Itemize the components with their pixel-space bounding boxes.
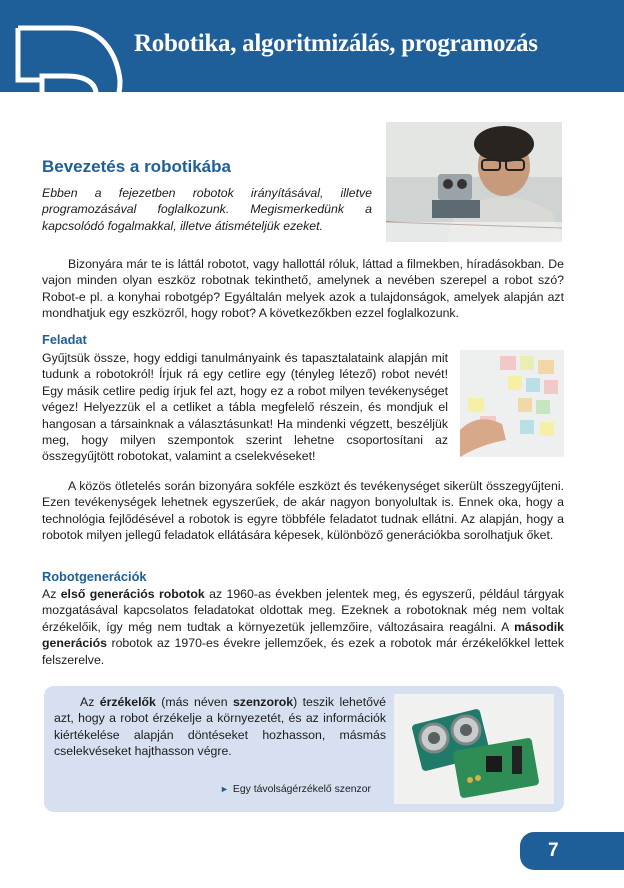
first-generation-term: első generációs robotok	[60, 587, 205, 601]
sensor-photo-caption: ► Egy távolságérzékelő szenzor	[220, 784, 371, 795]
second-generation-term: második generációs	[42, 619, 564, 651]
section-title: Bevezetés a robotikába	[42, 157, 231, 176]
sensor-synonym-term: szenzorok	[232, 695, 294, 709]
chapter-title: Robotika, algoritmizálás, programozás	[134, 30, 538, 57]
paragraph-brainstorm: A közös ötletelés során bizonyára sokféle eszközt és tevékenységet sikerült összegyűjteni. Ezen tevékenységek lehetnek egyszerűek, de akár nagyon bonyolultak is. Ennek oka, hogy a technológia fejlődésével a robotok is egyre többféle feladatot tudnak ellátni. Az alapján, hogy a robotok milyen jellegű feladatok ellátására képesek, különböző generációkba sorolhatjuk őket.	[42, 479, 564, 543]
caption-arrow-icon: ►	[220, 784, 229, 794]
page-number: 7	[548, 840, 559, 861]
chapter-letter-d	[8, 20, 128, 132]
robot-building-photo	[386, 122, 562, 242]
page-number-badge	[520, 832, 624, 870]
sticky-notes-photo	[460, 350, 564, 457]
generations-heading: Robotgenerációk	[42, 569, 147, 584]
paragraph-robots-intro: Bizonyára már te is láttál robotot, vagy hallottál róluk, láttad a filmekben, híradásokban. De vajon minden olyan eszköz robotnak tekinthető, amelynek a nevében szerepel a robot szó? Robot-e pl. a konyhai robotgép? Egyáltalán melyek azok a tulajdonságok, amelyek alapján azt mondhatjuk egy eszközről, hogy robot? A következőkben ezzel foglalkozunk.	[42, 257, 564, 321]
generations-paragraph: Az első generációs robotok az 1960-as években jelentek meg, és egyszerű, például tárgyak mozgatásával kapcsolatos feladatokat oldottak meg. Ezeknek a robotoknak még nem voltak érzékelőik, így még nem tudtak a környezetük jellemzőire, változásaira reagálni. A második generációs robotok az 1970-es évekre jellemzőek, és ezek a robotok már érzékelőkkel lettek felszerelve.	[42, 587, 564, 667]
task-heading: Feladat	[42, 332, 87, 347]
sensor-term: érzékelők	[99, 695, 156, 709]
intro-paragraph: Ebben a fejezetben robotok irányításával, illetve programozásával foglalkozunk. Megismerkedünk a kapcsolódó fogalmakkal, illetve átismételjük ezeket.	[42, 186, 372, 233]
task-paragraph: Gyűjtsük össze, hogy eddigi tanulmányaink és tapasztalataink alapján mit tudunk a robotokról! Írjuk rá egy cetlire egy (tényleg létező) robot nevét! Egy másik cetlire pedig írjuk fel azt, hogy ez a robot milyen tevékenységet végez! Helyezzük el a cetliket a tábla megfelelő részein, és mondjuk el hangosan a társainknak a választásunkat! Ha mindenki végzett, beszéljük meg, hogy milyen szempontok szerint lehetne csoportosítani az összegyűjtött robotokat, valamint a cselekvéseket!	[42, 351, 448, 464]
sensor-info-text: Az érzékelők (más néven szenzorok) teszik lehetővé azt, hogy a robot érzékelje a környezetét, és az információk kiértékelése alapján döntéseket hozhasson, másmás cselekvéseket hajthasson végre.	[54, 695, 386, 759]
distance-sensor-photo	[394, 694, 554, 804]
